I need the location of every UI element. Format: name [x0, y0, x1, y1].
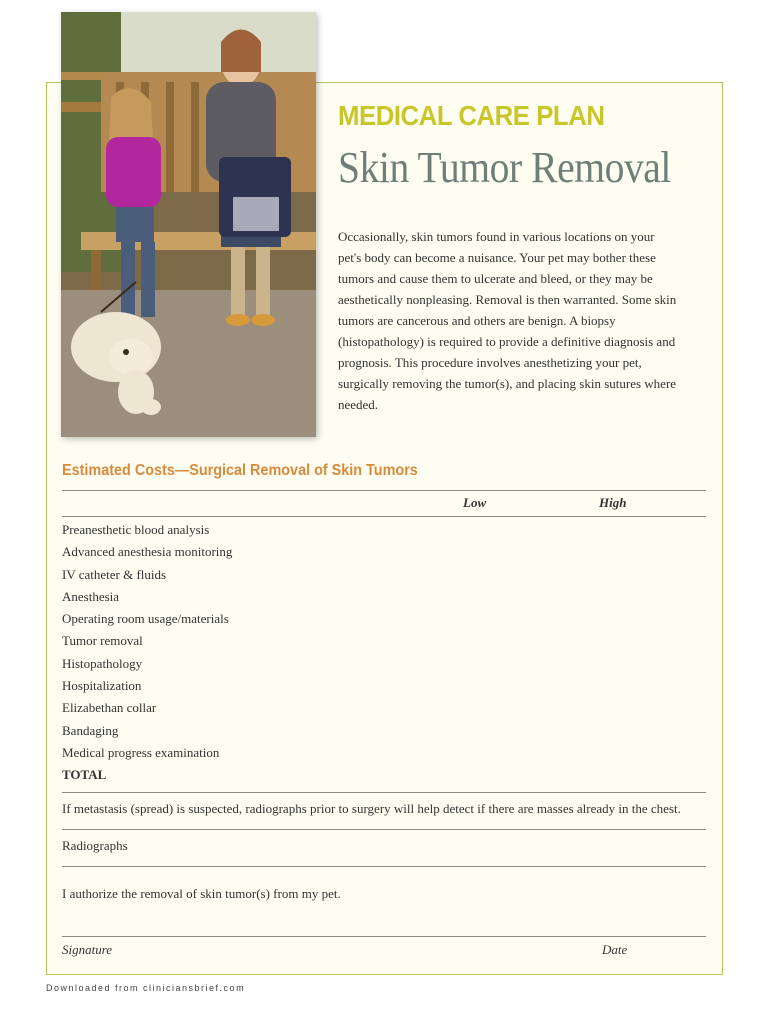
cost-item: Histopathology	[62, 655, 143, 671]
cost-total: TOTAL	[62, 767, 107, 783]
cost-item: Medical progress examination	[62, 744, 220, 760]
date-label: Date	[602, 942, 628, 957]
column-high: High	[599, 495, 627, 510]
cost-item: Hospitalization	[62, 678, 142, 694]
costs-heading: Estimated Costs—Surgical Removal of Skin Tumors	[62, 462, 418, 479]
metastasis-note: If metastasis (spread) is suspected, radiographs prior to surgery will help detect if there are masses already in the chest.	[62, 801, 681, 816]
photo-girls-with-dog	[61, 12, 316, 437]
divider	[62, 792, 706, 793]
cost-item: IV catheter & fluids	[62, 566, 167, 582]
radiographs-item: Radiographs	[62, 838, 128, 853]
cost-items-list	[62, 519, 232, 787]
divider	[62, 490, 706, 491]
divider	[62, 516, 706, 517]
authorization-text: I authorize the removal of skin tumor(s) from my pet.	[62, 886, 341, 901]
signature-line[interactable]	[62, 936, 706, 937]
divider	[62, 829, 706, 830]
cost-item: Operating room usage/materials	[62, 611, 229, 627]
column-low: Low	[463, 495, 487, 510]
procedure-title: Skin Tumor Removal	[338, 143, 671, 192]
cost-item: Elizabethan collar	[62, 700, 157, 716]
signature-label: Signature	[62, 942, 113, 957]
care-plan-title: MEDICAL CARE PLAN	[338, 100, 605, 131]
cost-item: Tumor removal	[62, 633, 143, 649]
cost-item: Bandaging	[62, 722, 119, 738]
intro-paragraph: Occasionally, skin tumors found in various locations on your pet's body can become a nuisance. Your pet may bother these tumors and cause them to ulcerate and bleed, or they may be aesthetically nonpleasing. Removal is then warranted. Some skin tumors are cancerous and others are benign. A biopsy (histopathology) is required to provide a definitive diagnosis and prognosis. This procedure involves anesthetizing your pet, surgically removing the tumor(s), and placing skin sutures where needed.	[338, 229, 677, 412]
cost-item: Anesthesia	[62, 588, 120, 604]
cost-item: Advanced anesthesia monitoring	[62, 544, 233, 560]
cost-item: Preanesthetic blood analysis	[62, 522, 210, 537]
download-source: Downloaded from cliniciansbrief.com	[46, 983, 246, 993]
divider	[62, 866, 706, 867]
